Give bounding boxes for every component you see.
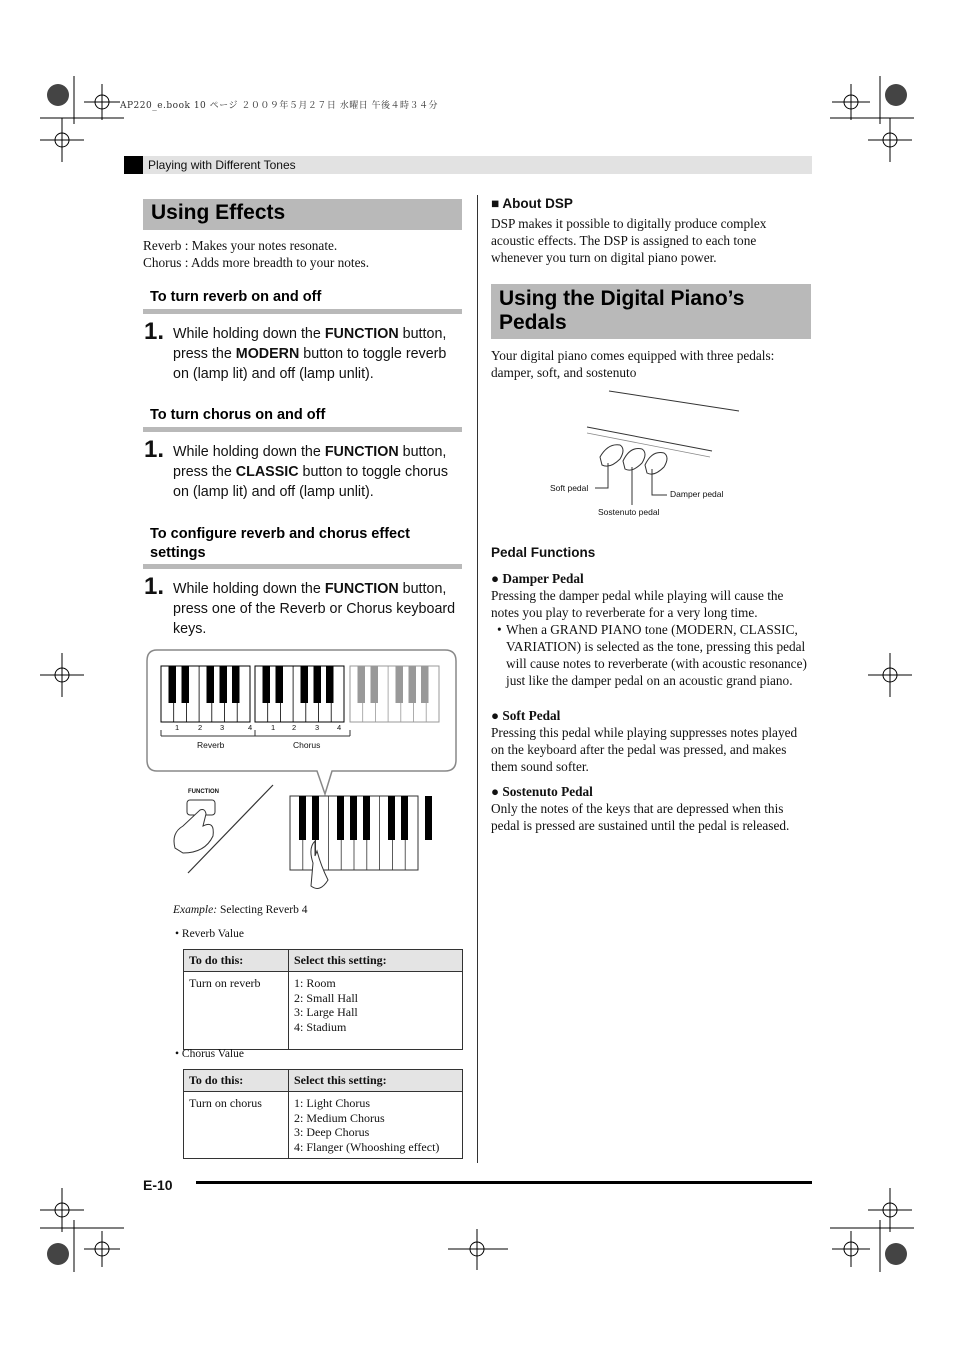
sostenuto-pedal-section [491,783,811,834]
running-header [124,156,812,174]
table-header: To do this: [184,1070,289,1092]
function-button-illustration [174,800,215,853]
print-metadata: AP220_e.book 10 ページ ２００９年５月２７日 水曜日 午後４時３４分 [120,101,439,111]
black-key [396,666,404,703]
subheading-chorus-toggle: To turn chorus on and off [143,407,462,432]
pedal-functions-heading: Pedal Functions [491,545,596,560]
table-header: Select this setting: [289,1070,463,1092]
about-dsp-text: DSP makes it possible to digitally produce complex acoustic effects. The DSP is assigned to each tone whenever you turn on digital piano power. [491,216,767,265]
bullet-dot-icon: ● [491,708,500,723]
reverb-key-label: Reverb [197,740,225,750]
table-header-row [184,950,463,972]
table-cell-action: Turn on chorus [184,1092,289,1159]
header-section-title: Playing with Different Tones [148,158,296,172]
bullet-dot-icon: ● [491,784,500,799]
chorus-key-label: Chorus [293,740,321,750]
about-dsp-heading: ■ About DSP [491,196,573,211]
step-configure-effects: While holding down the FUNCTION button, press one of the Reverb or Chorus keyboard keys. [173,581,456,637]
sostenuto-pedal-text: Only the notes of the keys that are depressed when this pedal is pressed are sustained until the pedal is released. [491,801,790,833]
table-row [184,1092,463,1159]
sostenuto-pedal-heading: ● Sostenuto Pedal [491,784,593,799]
section-title-pedals: Using the Digital Piano’s Pedals [491,284,811,339]
black-key [232,666,240,703]
black-key [276,666,284,703]
black-key [312,796,319,840]
damper-pedal-text: Pressing the damper pedal while playing will cause the notes you play to reverberate for a very long time. [491,588,784,620]
black-key [371,666,379,703]
black-key [425,796,432,840]
step-number: 1. [144,318,165,345]
black-key [301,666,309,703]
black-key [220,666,228,703]
definition-reverb: Reverb : Makes your notes resonate. [143,238,338,253]
soft-pedal-heading: ● Soft Pedal [491,708,561,723]
section-title-using-effects: Using Effects [143,199,462,230]
damper-pedal-section [491,570,811,689]
bullet-dot-icon: ● [491,571,500,586]
table-cell-settings: 1: Room 2: Small Hall 3: Large Hall 4: Stadium [289,972,463,1050]
keyboard-effect-figure [145,648,460,898]
step-chorus-toggle: While holding down the FUNCTION button, press the CLASSIC button to toggle chorus on (lamp lit) and off (lamp unlit). [173,444,448,500]
black-key [388,796,395,840]
subheading-configure-effects: To configure reverb and chorus effect settings [143,525,462,569]
sostenuto-pedal-label: Sostenuto pedal [598,507,660,517]
soft-pedal-section [491,707,811,775]
effect-definitions [143,237,463,271]
damper-pedal-heading: ● Damper Pedal [491,571,584,586]
function-button-label: FUNCTION [188,789,219,795]
subheading-reverb-toggle: To turn reverb on and off [143,289,462,314]
step-number: 1. [144,573,165,600]
black-key [207,666,215,703]
table-header: To do this: [184,950,289,972]
table-row [184,972,463,1050]
lower-keyboard [290,796,432,870]
table-cell-settings: 1: Light Chorus 2: Medium Chorus 3: Deep Chorus 4: Flanger (Whooshing effect) [289,1092,463,1159]
black-key [182,666,190,703]
black-key [314,666,322,703]
table-header: Select this setting: [289,950,463,972]
footer-rule [196,1181,812,1184]
reverb-value-bullet: • Reverb Value [175,928,244,940]
pedals-illustration [540,385,760,520]
black-key [169,666,177,703]
table-cell-action: Turn on reverb [184,972,289,1050]
definition-chorus: Chorus : Adds more breadth to your notes. [143,255,370,270]
black-key [299,796,306,840]
soft-pedal-label: Soft pedal [550,483,589,493]
black-key [421,666,429,703]
callout-keyboard [161,666,439,722]
damper-pedal-note: • When a GRAND PIANO tone (MODERN, CLASSIC, VARIATION) is selected as the tone, pressing this pedal will cause notes to reverberate (with acoustic resonance) just like the damper pedal on an acoustic grand piano. [497,622,807,688]
pedals-intro: Your digital piano comes equipped with three pedals: damper, soft, and sostenuto [491,348,775,380]
black-key [350,796,357,840]
figure-caption: Example: Selecting Reverb 4 [173,904,308,916]
column-separator [477,195,478,1163]
black-key [358,666,366,703]
header-block [124,156,143,174]
reverb-value-table [183,949,463,1050]
table-header-row [184,1070,463,1092]
black-key [363,796,370,840]
black-key [401,796,408,840]
black-key [326,666,334,703]
damper-pedal-label: Damper pedal [670,489,724,499]
step-reverb-toggle: While holding down the FUNCTION button, press the MODERN button to toggle reverb on (lamp lit) and off (lamp unlit). [173,326,447,382]
key-number-labels: 1 2 3 4 1 2 3 4 [175,723,342,732]
step-number: 1. [144,436,165,463]
soft-pedal-text: Pressing this pedal while playing suppresses notes played on the keyboard after the pedal was pressed, and makes them sound softer. [491,725,798,774]
page-number: E-10 [143,1177,173,1193]
black-key [337,796,344,840]
black-key [263,666,271,703]
chorus-value-table [183,1069,463,1159]
chorus-value-bullet: • Chorus Value [175,1048,244,1060]
black-key [409,666,417,703]
